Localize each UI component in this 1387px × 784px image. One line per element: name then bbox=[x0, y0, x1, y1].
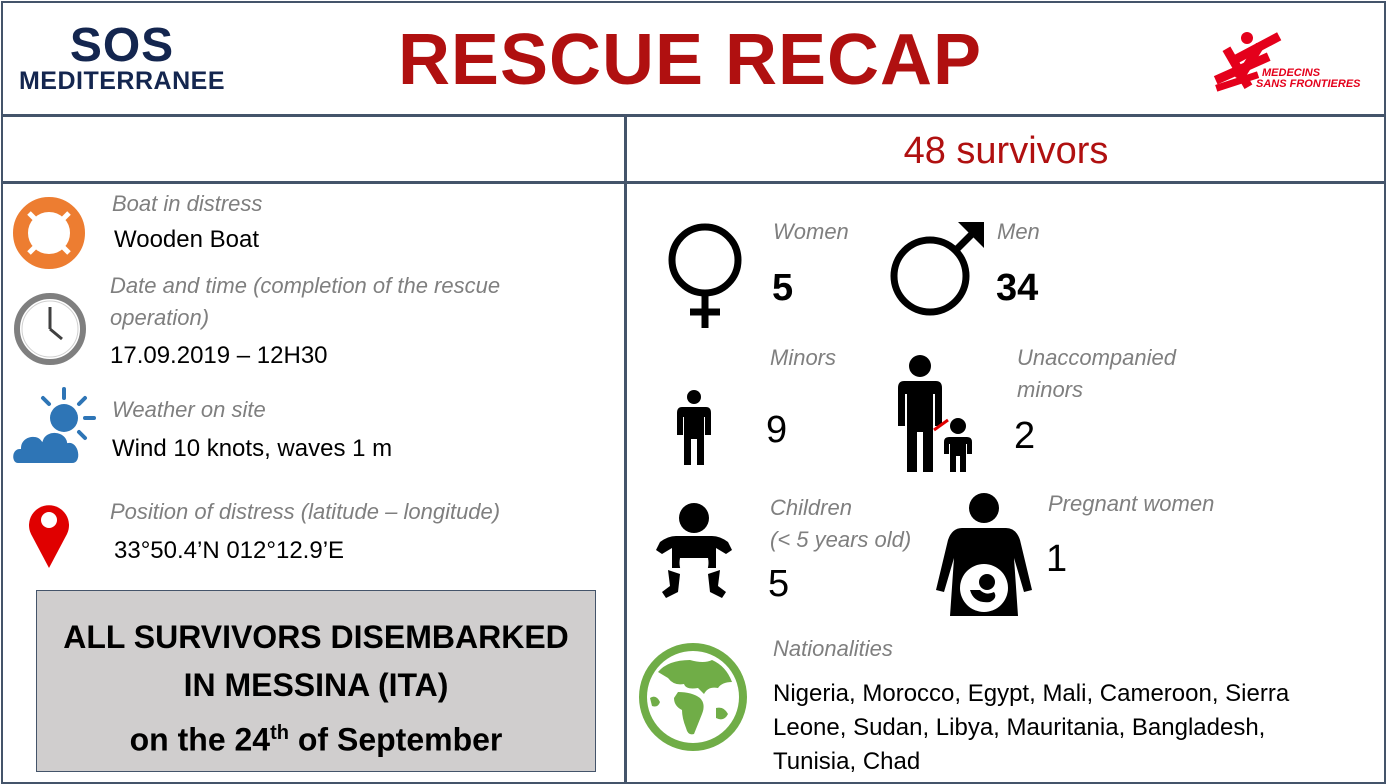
sos-logo-line1: SOS bbox=[69, 19, 175, 72]
disembarkation-box bbox=[36, 590, 596, 772]
clock-icon bbox=[12, 291, 88, 367]
column-divider bbox=[624, 114, 627, 782]
nationalities-line2: Leone, Sudan, Libya, Mauritania, Bangladesh, bbox=[773, 714, 1266, 741]
minors-label: Minors bbox=[770, 345, 837, 370]
nationalities-list bbox=[773, 677, 1373, 779]
pregnant-woman-icon bbox=[934, 492, 1034, 618]
date-label-line2: operation) bbox=[110, 305, 210, 330]
position-value: 33°50.4’N 012°12.9’E bbox=[114, 537, 345, 564]
disembark-line3-post: of September bbox=[288, 721, 503, 758]
men-label: Men bbox=[997, 219, 1040, 244]
nationalities-line3: Tunisia, Chad bbox=[773, 748, 921, 775]
msf-logo-line1: MEDECINS bbox=[1262, 67, 1321, 79]
pregnant-label: Pregnant women bbox=[1048, 491, 1215, 516]
disembark-line2: IN MESSINA (ITA) bbox=[183, 667, 449, 703]
summary-divider bbox=[1, 181, 1386, 184]
male-symbol-icon bbox=[888, 220, 988, 320]
globe-icon bbox=[638, 642, 748, 752]
msf-logo-text bbox=[1256, 68, 1361, 90]
boat-label: Boat in distress bbox=[112, 191, 263, 216]
msf-logo-line2: SANS FRONTIERES bbox=[1256, 78, 1361, 90]
sos-mediterranee-logo bbox=[14, 19, 230, 95]
header-divider bbox=[1, 114, 1386, 117]
nationalities-line1: Nigeria, Morocco, Egypt, Mali, Cameroon, Sierra bbox=[773, 680, 1290, 707]
sos-logo-line2: MEDITERRANEE bbox=[18, 67, 225, 95]
lifebuoy-icon bbox=[12, 196, 86, 270]
position-label: Position of distress (latitude – longitude) bbox=[110, 499, 501, 524]
weather-icon bbox=[10, 386, 98, 468]
pregnant-value: 1 bbox=[1046, 538, 1068, 580]
unaccompanied-value: 2 bbox=[1014, 415, 1036, 457]
unaccompanied-label-line2: minors bbox=[1017, 377, 1084, 402]
disembark-line3-pre: on the 24 bbox=[129, 721, 271, 758]
disembark-line3-sup: th bbox=[270, 722, 289, 744]
children-label-line1: Children bbox=[770, 495, 852, 520]
boat-value: Wooden Boat bbox=[114, 226, 259, 253]
men-value: 34 bbox=[996, 267, 1039, 309]
disembark-line3 bbox=[37, 709, 595, 764]
baby-icon bbox=[654, 502, 734, 602]
women-value: 5 bbox=[772, 267, 794, 309]
date-label-line1: Date and time (completion of the rescue bbox=[110, 273, 501, 298]
women-label: Women bbox=[773, 219, 849, 244]
location-pin-icon bbox=[26, 498, 72, 570]
date-value: 17.09.2019 – 12H30 bbox=[110, 342, 328, 369]
unaccompanied-label-line1: Unaccompanied bbox=[1017, 345, 1176, 370]
child-icon bbox=[674, 389, 714, 467]
nationalities-label: Nationalities bbox=[773, 636, 893, 661]
female-symbol-icon bbox=[666, 220, 746, 330]
children-label-line2: (< 5 years old) bbox=[770, 527, 912, 552]
weather-value: Wind 10 knots, waves 1 m bbox=[112, 435, 393, 462]
survivors-count: 48 survivors bbox=[903, 130, 1109, 172]
disembark-line1: ALL SURVIVORS DISEMBARKED bbox=[63, 619, 569, 655]
minors-value: 9 bbox=[766, 409, 788, 451]
page-title: RESCUE RECAP bbox=[397, 20, 983, 100]
children-value: 5 bbox=[768, 563, 790, 605]
weather-label: Weather on site bbox=[112, 397, 266, 422]
adult-with-child-icon bbox=[892, 354, 978, 474]
